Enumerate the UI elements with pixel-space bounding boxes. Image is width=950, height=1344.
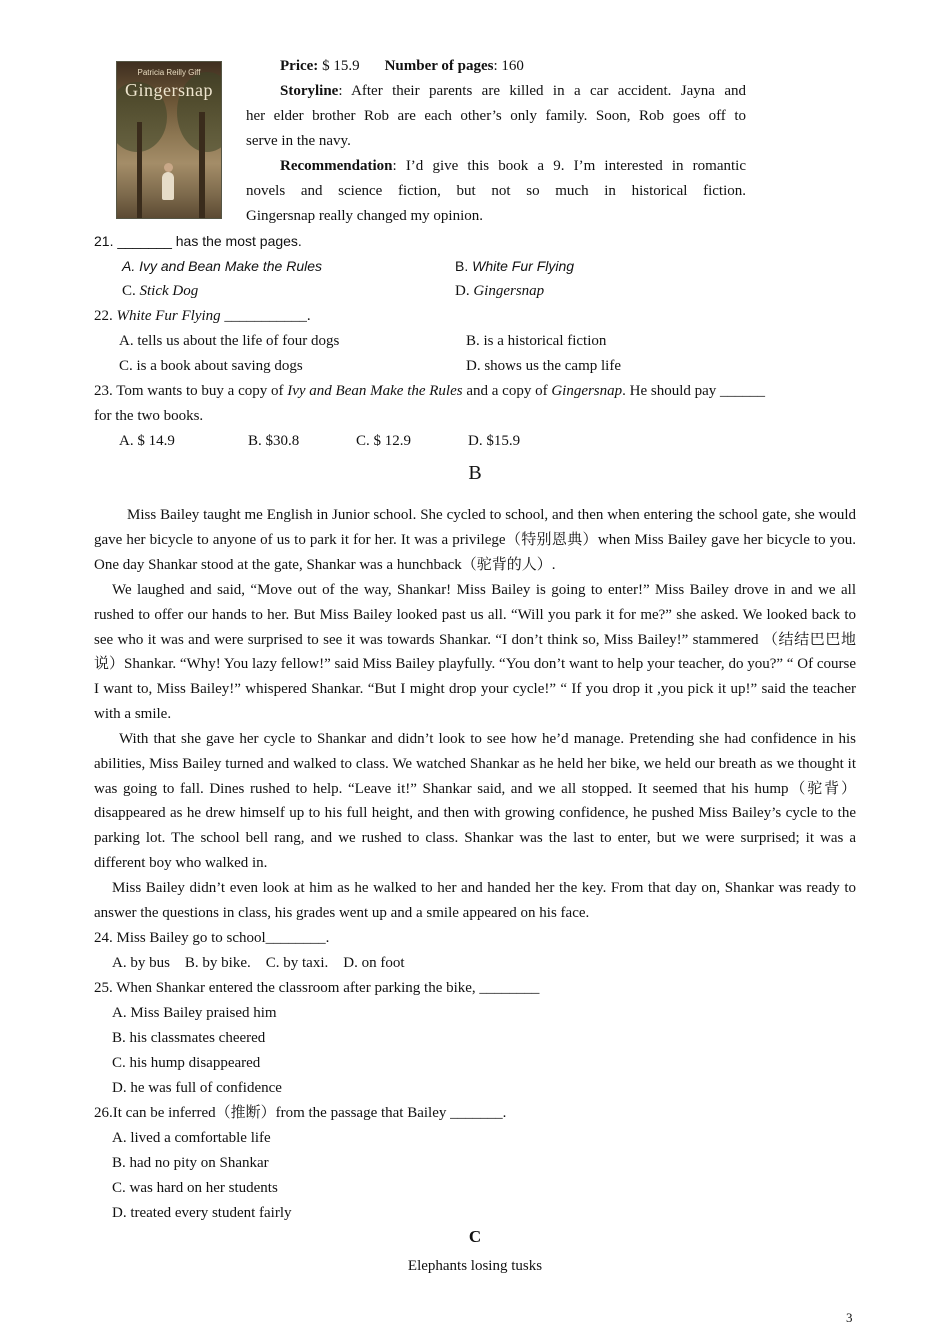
q24-stem: 24. Miss Bailey go to school________. [94, 930, 330, 946]
pages-value: : 160 [493, 58, 524, 74]
q22-stem: 22. White Fur Flying ___________. [94, 308, 311, 324]
pages-label: Number of pages [384, 58, 494, 74]
section-c-heading: C [468, 1227, 482, 1246]
section-b-paragraph-2: We laughed and said, “Move out of the way, Shankar! Miss Bailey is going to enter!” Miss Bailey drove in and we all rushed to offer our hands to her. But Miss Bailey looked past us all. “Will you park it for me?” she asked. We looked back to see who it was and were surprised to see it was towards Shankar. “I don’t think so, Miss Bailey!” stammered （结结巴巴地说）Shankar. “Why! You lazy fellow!” said Miss Bailey playfully. “You don’t want to help your teacher, do you?” “ Of course I want to, Miss Bailey!” whispered Shankar. “But I might drop your cycle!” “ If you drop it ,you pick it up!” said the teacher with a smile. [94, 582, 856, 722]
book-cover-image [116, 61, 222, 219]
q26-option-d: D. treated every student fairly [112, 1205, 292, 1221]
q26-option-b: B. had no pity on Shankar [112, 1155, 269, 1171]
q26-option-c: C. was hard on her students [112, 1180, 278, 1196]
storyline-line-3: serve in the navy. [246, 133, 351, 149]
q26-option-a: A. lived a comfortable life [112, 1130, 271, 1146]
q21-stem: 21. _______ has the most pages. [94, 233, 302, 249]
price-line [280, 56, 524, 76]
cover-author: Patricia Reilly Giff [137, 68, 201, 77]
section-b-paragraph-1: Miss Bailey taught me English in Junior school. She cycled to school, and then when entering the school gate, she would gave her bicycle to anyone of us to park it for her. It was a privilege（特别恩典）when Miss Bailey gave her bicycle to you. One day Shankar stood at the gate, Shankar was a hunchback（驼背的人）. [94, 507, 856, 573]
q24-options: A. by bus B. by bike. C. by taxi. D. on foot [112, 955, 405, 971]
q22-option-d: D. shows us the camp life [466, 358, 621, 374]
q21-option-c: C. Stick Dog [122, 283, 199, 299]
q21-option-a: A. Ivy and Bean Make the Rules [122, 258, 322, 274]
q25-option-b: B. his classmates cheered [112, 1030, 266, 1046]
section-c-title: Elephants losing tusks [407, 1258, 543, 1274]
storyline-label: Storyline [280, 83, 339, 99]
q26-stem: 26.It can be inferred（推断）from the passage that Bailey _______. [94, 1105, 507, 1121]
q23-stem-line-2: for the two books. [94, 408, 204, 424]
price-label: Price: [280, 58, 319, 74]
recommendation-line-1: Recommendation: I’d give this book a 9. I’m interested in romantic [280, 158, 746, 174]
q21-option-b: B. White Fur Flying [455, 258, 575, 274]
recommendation-label: Recommendation [280, 158, 393, 174]
q25-option-a: A. Miss Bailey praised him [112, 1005, 277, 1021]
q25-option-d: D. he was full of confidence [112, 1080, 282, 1096]
cover-figure-head [164, 163, 173, 172]
price-value: $ 15.9 [318, 58, 360, 74]
cover-figure [162, 172, 174, 200]
section-b-paragraph-3: With that she gave her cycle to Shankar and didn’t look to see how he’d manage. Pretending she had confidence in his abilities, Miss Bailey turned and walked to class. We watched Shankar as he held her bike, we held our breath as we thought it was going to fall. Dines rushed to help. “Leave it!” Shankar said, and we all stopped. It seemed that his hump（驼背）disappeared as he drew himself up to his full height, and then with growing confidence, he pushed Miss Bailey’s cycle to the parking lot. The school bell rang, and we rushed to class. Shankar was the last to enter, but we were surprised; it was a different boy who walked in. [94, 731, 856, 871]
recommendation-line-3: Gingersnap really changed my opinion. [246, 208, 484, 224]
q22-option-c: C. is a book about saving dogs [119, 358, 303, 374]
q25-option-c: C. his hump disappeared [112, 1055, 261, 1071]
q21-option-d: D. Gingersnap [455, 283, 545, 299]
q23-option-d: D. $15.9 [468, 433, 521, 449]
cover-trunk-left [137, 122, 142, 218]
q22-option-b: B. is a historical fiction [466, 333, 607, 349]
section-b-heading: B [468, 462, 482, 484]
section-b-paragraph-4: Miss Bailey didn’t even look at him as he walked to her and handed her the key. From that day on, Shankar was ready to answer the questions in class, his grades went up and a smile appeared on his face. [94, 880, 856, 921]
q23-option-a: A. $ 14.9 [119, 433, 175, 449]
q25-stem: 25. When Shankar entered the classroom after parking the bike, ________ [94, 980, 540, 996]
page-number: 3 [846, 1310, 853, 1325]
cover-title: Gingersnap [125, 80, 213, 100]
q23-option-b: B. $30.8 [248, 433, 300, 449]
recommendation-line-2: novels and science fiction, but not so much in historical fiction. [246, 183, 746, 199]
q23-option-c: C. $ 12.9 [356, 433, 412, 449]
cover-trunk-right [199, 112, 205, 218]
q22-option-a: A. tells us about the life of four dogs [119, 333, 340, 349]
q23-stem-line-1: 23. Tom wants to buy a copy of Ivy and Bean Make the Rules and a copy of Gingersnap. He should pay ______ [94, 383, 766, 399]
storyline-line-1: Storyline: After their parents are killed in a car accident. Jayna and [280, 83, 746, 99]
storyline-line-2: her elder brother Rob are each other’s only family. Soon, Rob goes off to [246, 108, 746, 124]
